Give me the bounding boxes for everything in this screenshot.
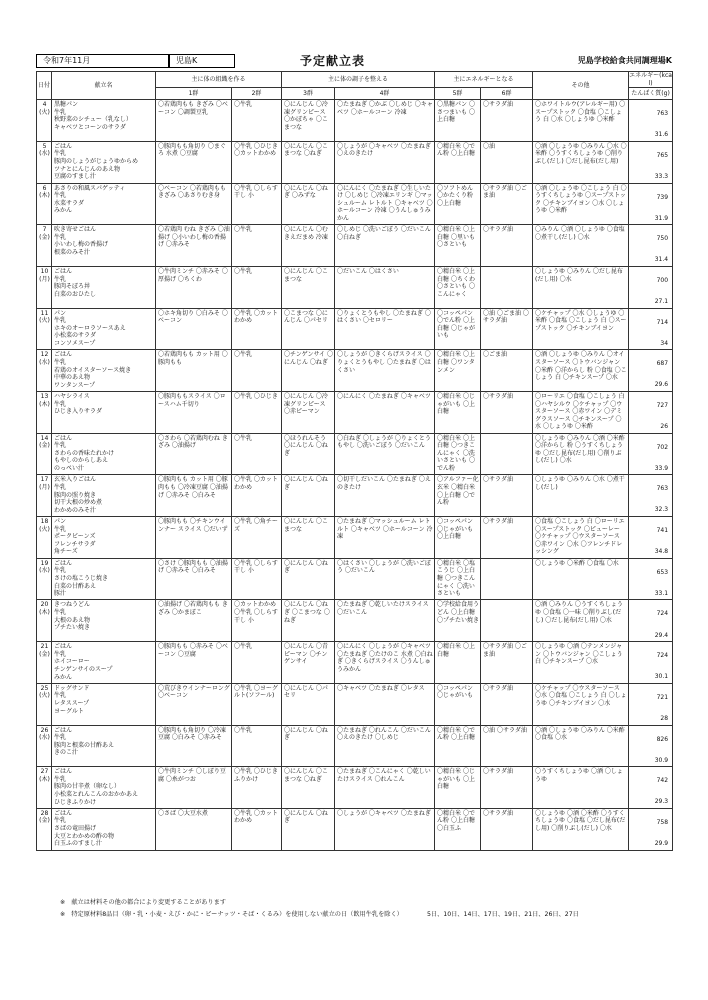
g5-cell: 〇アルファー化玄米 〇精白米 〇上白糖 〇でん粉	[435, 475, 481, 517]
g2-cell: 〇牛乳	[232, 266, 282, 308]
protein-value: 27.1	[654, 298, 669, 306]
nutrition-cell	[629, 308, 673, 350]
g4-cell: 〇にんにく 〇たまねぎ 〇キャベツ	[335, 392, 435, 434]
weekday: (月)	[39, 275, 50, 283]
table-row	[37, 558, 673, 600]
g3-cell: 〇にんじん 〇こまつな 〇ねぎ	[282, 767, 335, 809]
nutrition-cell	[629, 725, 673, 767]
protein-value: 31.4	[654, 256, 669, 264]
day-cell	[37, 183, 52, 225]
weekday: (木)	[39, 775, 50, 783]
day-number: 7	[42, 226, 47, 234]
g3-cell: 〇にんじん 〇ねぎ	[282, 808, 335, 850]
menu-cell: 吹き寄せごはん 牛乳 小いわし梅の香揚げ 根菜のみそ汁	[52, 225, 156, 267]
g4-header: 4群	[335, 88, 435, 100]
weekday: (水)	[39, 567, 50, 575]
note-line-1: ※ 献立は材料その他の都合により変更することがあります	[60, 899, 227, 906]
other-cell: 〇ローリエ 〇食塩 〇こしょう 白 〇ハヤシルウ 〇ケチャップ 〇ウスターソース 〇赤ワイン 〇デミグラスソース 〇チキンスープ 〇水 〇しょうゆ 〇米酢	[533, 392, 629, 434]
kcal-header: エネルギー(kcal)	[629, 72, 672, 87]
g6-cell	[481, 558, 533, 600]
kcal-value: 750	[656, 235, 669, 243]
g4-cell: 〇りょくとうもやし 〇たまねぎ 〇はくさい 〇セロリー	[335, 308, 435, 350]
g1-header: 1群	[156, 88, 232, 100]
g4-cell: 〇たまねぎ 〇かぶ 〇しめじ 〇キャベツ 〇ホールコーン 冷凍	[335, 100, 435, 142]
menu-cell: ごはん 牛乳 さばの竜田揚げ 大豆とわかめの酢の物 白玉ふのすまし汁	[52, 808, 156, 850]
kcal-value: 653	[656, 568, 669, 576]
nutrition-cell	[629, 767, 673, 809]
g2-cell: 〇牛乳	[232, 433, 282, 475]
g3-cell: 〇にんじん 〇ねぎ	[282, 725, 335, 767]
g5-cell: 〇精白米 〇じゃがいも 〇上白糖	[435, 767, 481, 809]
table-row	[37, 433, 673, 475]
g3-cell: 〇こまつな 〇にんじん 〇パセリ	[282, 308, 335, 350]
table-row	[37, 266, 673, 308]
g4-cell: 〇切干しだいこん 〇たまねぎ 〇えのきたけ	[335, 475, 435, 517]
table-row	[37, 308, 673, 350]
g2-cell: 〇牛乳 〇ひじきふりかけ	[232, 767, 282, 809]
g4-cell: 〇にんにく 〇しょうが 〇キャベツ 〇たまねぎ 〇たけのこ 水煮 〇白ねぎ 〇きくらげスライス 〇うんしゅうみかん	[335, 642, 435, 684]
other-cell: 〇みりん 〇酒 〇しょうゆ 〇食塩 〇煮干し(だし) 〇水	[533, 225, 629, 267]
menu-header: 献立名	[52, 72, 156, 100]
kcal-value: 714	[656, 318, 669, 326]
day-cell	[37, 767, 52, 809]
g4-cell: 〇たまねぎ 〇乾しいたけスライス 〇だいこん	[335, 600, 435, 642]
g1-cell: 〇さけ 〇豚肉もも 〇油揚げ 〇赤みそ 〇白みそ	[156, 558, 232, 600]
protein-value: 28	[660, 714, 669, 722]
protein-header: たんぱく質(g)	[629, 88, 673, 100]
day-number: 18	[40, 518, 49, 526]
menu-cell: ごはん 牛乳 若鶏のオイスターソース焼き 中華のあえ物 ワンタンスープ	[52, 350, 156, 392]
g6-cell: 〇サラダ油	[481, 100, 533, 142]
protein-value: 33.9	[654, 464, 669, 472]
notes	[60, 897, 579, 921]
g5-header: 5群	[435, 88, 481, 100]
day-number: 12	[40, 351, 49, 359]
kcal-value: 741	[656, 527, 669, 535]
day-cell	[37, 725, 52, 767]
weekday: (火)	[39, 317, 50, 325]
kcal-value: 739	[656, 193, 669, 201]
protein-value: 30.1	[654, 673, 669, 681]
kcal-value: 826	[656, 735, 669, 743]
g1-cell: 〇ベーコン 〇若鶏肉もも きざみ 〇あさりむき身	[156, 183, 232, 225]
g2-cell: 〇牛乳	[232, 642, 282, 684]
day-cell	[37, 308, 52, 350]
g3-cell: 〇にんじん 〇ねぎ 〇みずな	[282, 183, 335, 225]
g5-cell: 〇コッペパン 〇じゃがいも 〇上白糖	[435, 517, 481, 559]
nutrition-cell	[629, 266, 673, 308]
table-row	[37, 725, 673, 767]
nutrition-cell	[629, 683, 673, 725]
g5-cell: 〇精白米 〇塩こうじ 〇上白糖 〇つきこんにゃく 〇洗いさといも	[435, 558, 481, 600]
kcal-value: 763	[656, 485, 669, 493]
page-title: 予定献立表	[300, 54, 366, 68]
kcal-value: 702	[656, 443, 669, 451]
other-cell: 〇酒 〇しょうゆ 〇こしょう 白 〇うすくちしょうゆ 〇スープストック 〇チキンブイヨン 〇水 〇しょうゆ 〇米酢	[533, 183, 629, 225]
other-cell: 〇ケチャップ 〇水 〇しょうゆ 〇米酢 〇食塩 〇こしょう 白 〇スープストック 〇チキンブイヨン	[533, 308, 629, 350]
g3-cell: 〇にんじん 〇冷凍グリンピース 〇赤ピーマン	[282, 392, 335, 434]
menu-cell: ごはん 牛乳 ホイコーロー チンゲンサイのスープ みかん	[52, 642, 156, 684]
protein-value: 29.3	[654, 798, 669, 806]
protein-value: 29.6	[654, 381, 669, 389]
day-cell	[37, 642, 52, 684]
nutrition-cell	[629, 475, 673, 517]
protein-value: 26	[660, 423, 669, 431]
day-number: 14	[40, 434, 49, 442]
menu-cell: 黒糖パン 牛乳 秋野菜のシチュー（乳なし） キャベツとコーンのサラダ	[52, 100, 156, 142]
g4-cell: 〇キャベツ 〇たまねぎ 〇レタス	[335, 683, 435, 725]
day-number: 20	[40, 601, 49, 609]
other-cell: 〇しょうゆ 〇みりん 〇だし昆布(だし用) 〇水	[533, 266, 629, 308]
day-cell	[37, 683, 52, 725]
day-number: 10	[40, 267, 49, 275]
g3-cell: 〇にんじん 〇むきえだまめ 冷凍	[282, 225, 335, 267]
g2-cell: 〇牛乳 〇カットわかめ	[232, 475, 282, 517]
kcal-value: 742	[656, 777, 669, 785]
g4-cell: 〇だいこん 〇はくさい	[335, 266, 435, 308]
g6-cell: 〇サラダ油	[481, 475, 533, 517]
other-cell: 〇うすくちしょうゆ 〇酒 〇しょうゆ	[533, 767, 629, 809]
day-number: 17	[40, 476, 49, 484]
table-row	[37, 808, 673, 850]
g6-cell: 〇サラダ油	[481, 517, 533, 559]
protein-value: 29.4	[654, 631, 669, 639]
other-header: その他	[533, 72, 629, 100]
g5-cell: 〇精白米 〇上白糖 〇里いも 〇さといも	[435, 225, 481, 267]
nutrition-cell	[629, 433, 673, 475]
g5-cell: 〇精白米 〇上白糖 〇つきこんにゃく 〇洗いさといも 〇でん粉	[435, 433, 481, 475]
weekday: (金)	[39, 442, 50, 450]
g4-cell: 〇白ねぎ 〇しょうが 〇りょくとうもやし 〇洗いごぼう 〇だいこん	[335, 433, 435, 475]
g2-cell: 〇牛乳 〇ひじき 〇カットわかめ	[232, 141, 282, 183]
kcal-value: 727	[656, 402, 669, 409]
g5-cell: 〇精白米 〇でん粉 〇上白糖	[435, 141, 481, 183]
g6-cell: 〇ごま油	[481, 350, 533, 392]
g1-cell: 〇豚肉もも カット用 〇豚肉もも 〇冷凍豆腐 〇油揚げ 〇赤みそ 〇白みそ	[156, 475, 232, 517]
g1-cell: 〇さわら 〇若鶏肉むね きざみ 〇油揚げ	[156, 433, 232, 475]
other-cell: 〇しょうゆ 〇酒 〇米酢 〇うすくちしょうゆ 〇食塩 〇だし昆布(だし用) 〇削りぶし(だし) 〇水	[533, 808, 629, 850]
day-number: 13	[40, 393, 49, 400]
g6-cell: 〇サラダ油	[481, 392, 533, 434]
g2-cell: 〇牛乳	[232, 100, 282, 142]
g6-cell: 〇サラダ油 〇ごま油	[481, 183, 533, 225]
g4-cell: 〇しめじ 〇洗いごぼう 〇だいこん 〇白ねぎ	[335, 225, 435, 267]
g1-cell: 〇豚肉もも 〇チキンウインナー スライス 〇だいず	[156, 517, 232, 559]
g1-cell: 〇ホキ角切り 〇白みそ 〇ベーコン	[156, 308, 232, 350]
g1-cell: 〇豚肉ももスライス 〇ロースハム千切り	[156, 392, 232, 434]
kcal-value: 687	[656, 360, 669, 368]
table-row	[37, 141, 673, 183]
nutrition-cell	[629, 183, 673, 225]
weekday: (金)	[39, 650, 50, 658]
protein-value: 34.8	[654, 548, 669, 556]
table-row	[37, 350, 673, 392]
kcal-value: 758	[656, 818, 669, 826]
g4-cell: 〇にんにく 〇たまねぎ 〇生しいたけ 〇しめじ 〇冷凍エリンギ 〇マッシュルーム レトルト 〇キャベツ 〇ホールコーン 冷凍 〇うんしゅうみかん	[335, 183, 435, 225]
weekday: (金)	[39, 233, 50, 241]
g3-cell: 〇にんじん 〇こまつな	[282, 266, 335, 308]
g1-cell: 〇豚肉もも角切り 〇冷凍豆腐 〇白みそ 〇赤みそ	[156, 725, 232, 767]
g2-cell: 〇牛乳 〇しらす干し 小	[232, 558, 282, 600]
protein-value: 31.6	[654, 131, 669, 139]
menu-table	[36, 71, 673, 851]
g4-cell: 〇はくさい 〇しょうが 〇洗いごぼう 〇だいこん	[335, 558, 435, 600]
protein-value: 33.1	[654, 589, 669, 597]
nutrition-cell	[629, 141, 673, 183]
day-number: 19	[40, 559, 49, 567]
nutrition-cell	[629, 558, 673, 600]
g5-cell: 〇精白米 〇上白糖	[435, 642, 481, 684]
nutrition-cell	[629, 225, 673, 267]
nutrition-cell	[629, 642, 673, 684]
g6-cell: 〇油	[481, 141, 533, 183]
g5-cell: 〇ソフトめん 〇かたくり粉 〇上白糖	[435, 183, 481, 225]
protein-value: 30.9	[654, 756, 669, 764]
g1-cell: 〇油揚げ 〇若鶏肉もも きざみ 〇かまぼこ	[156, 600, 232, 642]
g1-cell: 〇牛肉ミンチ 〇赤みそ 〇厚揚げ 〇ちくわ	[156, 266, 232, 308]
g6-cell: 〇サラダ油 〇ごま油	[481, 642, 533, 684]
note-line-2: ※ 特定原材料8品目（卵・乳・小麦・えび・かに・ピーナッツ・そば・くるみ）を使用しない献立の日（飲用牛乳を除く）	[60, 911, 403, 918]
g5-cell: 〇精白米 〇でん粉 〇上白糖 〇白玉ふ	[435, 808, 481, 850]
g3-cell: 〇にんじん 〇パセリ	[282, 683, 335, 725]
day-number: 6	[42, 184, 47, 192]
nutrition-cell	[629, 808, 673, 850]
g6-cell: 〇サラダ油	[481, 683, 533, 725]
g3-cell: 〇にんじん 〇ねぎ 〇こまつな 〇ねぎ	[282, 600, 335, 642]
day-cell	[37, 475, 52, 517]
day-cell	[37, 350, 52, 392]
table-row	[37, 517, 673, 559]
other-cell: 〇ホワイトルウ(アレルギー用) 〇スープストック 〇食塩 〇こしょう 白 〇水 〇しょうゆ 〇米酢	[533, 100, 629, 142]
table-row	[37, 475, 673, 517]
g6-cell: 〇サラダ油	[481, 808, 533, 850]
weekday: (金)	[39, 817, 50, 825]
g4-cell: 〇たまねぎ 〇こんにゃく 〇乾しいたけスライス 〇れんこん	[335, 767, 435, 809]
weekday: (木)	[39, 192, 50, 200]
g6-cell	[481, 433, 533, 475]
g2-cell: 〇牛乳	[232, 225, 282, 267]
menu-cell: ごはん 牛乳 さけの塩こうじ焼き 白菜の甘酢あえ 豚汁	[52, 558, 156, 600]
g1-cell: 〇若鶏肉もも きざみ 〇ベーコン 〇調製豆乳	[156, 100, 232, 142]
g6-header: 6群	[481, 88, 533, 100]
menu-cell: ごはん 牛乳 豚肉のしょうがじょうゆからめ ツナとにんじんのあえ物 豆腐のすまし汁	[52, 141, 156, 183]
g2-cell: 〇カットわかめ 〇牛乳 〇しらす干し 小	[232, 600, 282, 642]
day-number: 4	[42, 101, 47, 109]
group-b-header: 主に体の調子を整える	[282, 72, 435, 88]
g6-cell	[481, 600, 533, 642]
other-cell: 〇酒 〇しょうゆ 〇みりん 〇オイスターソース 〇トウバンジャン 〇米酢 〇洋からし 粉 〇食塩 〇こしょう 白 〇チキンスープ 〇水	[533, 350, 629, 392]
group-c-header: 主にエネルギーとなる	[435, 72, 533, 88]
protein-value: 33.3	[654, 172, 669, 180]
g1-cell: 〇荒びきウインナーロング 〇ベーコン	[156, 683, 232, 725]
day-number: 21	[40, 643, 49, 651]
menu-cell: ドッグサンド 牛乳 レタススープ ヨーグルト	[52, 683, 156, 725]
protein-value: 34	[660, 339, 669, 347]
table-row	[37, 392, 673, 434]
weekday: (水)	[39, 734, 50, 742]
kcal-value: 721	[656, 693, 669, 701]
nutrition-cell	[629, 350, 673, 392]
day-number: 5	[42, 142, 47, 150]
other-cell: 〇酒 〇しょうゆ 〇みりん 〇水 〇米酢 〇うすくちしょうゆ 〇削りぶし(だし) 〇だし昆布(だし用)	[533, 141, 629, 183]
other-cell: 〇しょうゆ 〇みりん 〇水 〇煮干し(だし)	[533, 475, 629, 517]
day-cell	[37, 141, 52, 183]
g2-header: 2群	[232, 88, 282, 100]
day-cell	[37, 558, 52, 600]
weekday: (水)	[39, 150, 50, 158]
g3-cell: 〇チンゲンサイ 〇にんじん 〇ねぎ	[282, 350, 335, 392]
g1-cell: 〇若鶏肉 むね きざみ 〇油揚げ 〇小いわし梅の香揚げ 〇赤みそ	[156, 225, 232, 267]
menu-cell: ごはん 牛乳 豚肉そぼろ丼 白菜のおひたし	[52, 266, 156, 308]
g5-cell: 〇精白米 〇上白糖 〇ワンタンメン	[435, 350, 481, 392]
g5-cell: 〇精白米 〇上白糖 〇ちくわ 〇さといも 〇こんにゃく	[435, 266, 481, 308]
menu-cell: パン 牛乳 ホキのオーロラソースあえ 小松菜のサラダ コンソメスープ	[52, 308, 156, 350]
other-cell: 〇酒 〇みりん 〇うすくちしょうゆ 〇食塩 〇一味 〇削りぶし(だし) 〇だし昆布(だし用) 〇水	[533, 600, 629, 642]
menu-cell: あさりの和風スパゲッティ 牛乳 水菜サラダ みかん	[52, 183, 156, 225]
nutrition-cell	[629, 600, 673, 642]
g6-cell: 〇サラダ油	[481, 225, 533, 267]
g1-cell: 〇豚肉もも 〇赤みそ 〇ベーコン 〇豆腐	[156, 642, 232, 684]
table-row	[37, 767, 673, 809]
g2-cell: 〇牛乳 〇ひじき	[232, 392, 282, 434]
nutrition-cell	[629, 100, 673, 142]
kcal-value: 763	[656, 110, 669, 118]
g6-cell	[481, 266, 533, 308]
g2-cell: 〇牛乳 〇しらす干し 小	[232, 183, 282, 225]
protein-value: 32.3	[654, 506, 669, 514]
protein-value: 31.9	[654, 214, 669, 222]
protein-value: 29.9	[654, 839, 669, 847]
nutrition-cell	[629, 517, 673, 559]
g1-cell: 〇豚肉もも角切り 〇まぐろ 水煮 〇豆腐	[156, 141, 232, 183]
group-a-header: 主に体の組織を作る	[156, 72, 282, 88]
other-cell: 〇しょうゆ 〇みりん 〇酒 〇米酢 〇洋からし 粉 〇うすくちしょうゆ 〇だし昆布(だし用) 〇削りぶし(だし) 〇水	[533, 433, 629, 475]
table-row	[37, 683, 673, 725]
g3-cell: 〇ほうれんそう 〇にんじん 〇ねぎ	[282, 433, 335, 475]
day-cell	[37, 100, 52, 142]
weekday: (火)	[39, 692, 50, 700]
g2-cell: 〇牛乳 〇角チーズ	[232, 517, 282, 559]
table-row	[37, 600, 673, 642]
allergen-free-days: 5日、10日、14日、17日、19日、21日、26日、27日	[427, 911, 579, 918]
nutrition-cell	[629, 392, 673, 434]
day-cell	[37, 517, 52, 559]
day-number: 25	[40, 684, 49, 692]
menu-cell: 玄米入りごはん 牛乳 豚肉の照り焼き 切干大根の炒め煮 わかめのみそ汁	[52, 475, 156, 517]
menu-cell: ごはん 牛乳 さわらの香味たれかけ もやしのからしあえ のっぺい汁	[52, 433, 156, 475]
g6-cell: 〇油 〇ごま油 〇サラダ油	[481, 308, 533, 350]
other-cell: 〇しょうゆ 〇酒 〇テンメンジャン 〇トウバンジャン 〇こしょう 白 〇チキンスープ 〇水	[533, 642, 629, 684]
weekday: (水)	[39, 358, 50, 366]
table-row	[37, 225, 673, 267]
day-cell	[37, 225, 52, 267]
day-cell	[37, 266, 52, 308]
g4-cell: 〇たまねぎ 〇マッシュルーム レトルト 〇キャベツ 〇ホールコーン 冷凍	[335, 517, 435, 559]
table-row	[37, 100, 673, 142]
table-row	[37, 642, 673, 684]
month-label: 令和7年11月	[36, 54, 169, 68]
kcal-value: 700	[656, 276, 669, 284]
g1-cell: 〇牛肉ミンチ 〇しぼり豆腐 〇糸がつお	[156, 767, 232, 809]
g5-cell: 〇精白米 〇じゃがいも 〇上白糖	[435, 392, 481, 434]
menu-cell: ごはん 牛乳 豚肉と根菜の甘酢あえ きのこ汁	[52, 725, 156, 767]
g4-cell: 〇しょうが 〇きくらげスライス 〇りょくとうもやし 〇たまねぎ 〇はくさい	[335, 350, 435, 392]
g4-cell: 〇しょうが 〇キャベツ 〇たまねぎ	[335, 808, 435, 850]
weekday: (木)	[39, 609, 50, 617]
center-name: 児島学校給食共同調理場K	[577, 56, 672, 65]
g5-cell: 〇黒糖パン 〇さつまいも 〇上白糖	[435, 100, 481, 142]
g3-header: 3群	[282, 88, 335, 100]
weekday: (火)	[39, 525, 50, 533]
page-header	[36, 54, 672, 70]
kcal-value: 724	[656, 652, 669, 660]
g3-cell: 〇にんじん 〇ねぎ	[282, 475, 335, 517]
g5-cell: 〇コッペパン 〇じゃがいも	[435, 683, 481, 725]
g1-cell: 〇さば 〇大豆水煮	[156, 808, 232, 850]
g5-cell: 〇精白米 〇でん粉 〇上白糖	[435, 725, 481, 767]
menu-cell: きつねうどん 牛乳 大根のあえ物 プチたい焼き	[52, 600, 156, 642]
g2-cell: 〇牛乳 〇カットわかめ	[232, 808, 282, 850]
weekday: (月)	[39, 483, 50, 491]
g3-cell: 〇にんじん 〇ねぎ	[282, 558, 335, 600]
day-number: 27	[40, 768, 49, 776]
g6-cell: 〇サラダ油	[481, 767, 533, 809]
weekday: (木)	[39, 400, 50, 408]
other-cell: 〇酒 〇しょうゆ 〇みりん 〇米酢 〇食塩 〇水	[533, 725, 629, 767]
g3-cell: 〇にんじん 〇青ピーマン 〇チンゲンサイ	[282, 642, 335, 684]
g5-cell: 〇学校給食用うどん 〇上白糖 〇プチたい焼き	[435, 600, 481, 642]
g5-cell: 〇コッペパン 〇でん粉 〇上白糖 〇じゃがいも	[435, 308, 481, 350]
g6-cell: 〇油 〇サラダ油	[481, 725, 533, 767]
day-header: 日付	[37, 72, 52, 100]
g1-cell: 〇若鶏肉もも カット用 〇豚肉もも	[156, 350, 232, 392]
day-number: 11	[40, 309, 49, 317]
day-cell	[37, 433, 52, 475]
g2-cell: 〇牛乳	[232, 725, 282, 767]
g3-cell: 〇にんじん 〇こまつな 〇ねぎ	[282, 141, 335, 183]
g2-cell: 〇牛乳 〇ヨーグルト(ソフール)	[232, 683, 282, 725]
table-row	[37, 183, 673, 225]
menu-cell: ごはん 牛乳 豚肉の甘辛煮（卵なし） 小松菜とれんこんのおかかあえ ひじきふりかけ	[52, 767, 156, 809]
g4-cell: 〇しょうが 〇キャベツ 〇たまねぎ 〇えのきたけ	[335, 141, 435, 183]
other-cell: 〇食塩 〇こしょう 白 〇ローリエ 〇スープストック 〇ピューレー 〇ケチャップ 〇ウスターソース 〇赤ワイン 〇水 〇フレンチドレッシング	[533, 517, 629, 559]
weekday: (火)	[39, 108, 50, 116]
g2-cell: 〇牛乳 〇カットわかめ	[232, 308, 282, 350]
kcal-value: 765	[656, 151, 669, 159]
g2-cell: 〇牛乳	[232, 350, 282, 392]
menu-cell: パン 牛乳 ポークビーンズ フレンチサラダ 角チーズ	[52, 517, 156, 559]
kcal-value: 724	[656, 610, 669, 618]
other-cell: 〇しょうゆ 〇米酢 〇食塩 〇水	[533, 558, 629, 600]
other-cell: 〇ケチャップ 〇ウスターソース 〇水 〇食塩 〇こしょう 白 〇しょうゆ 〇チキンブイヨン 〇水	[533, 683, 629, 725]
menu-cell: ハヤシライス 牛乳 ひじき入りサラダ	[52, 392, 156, 434]
day-cell	[37, 600, 52, 642]
day-cell	[37, 392, 52, 434]
g3-cell: 〇にんじん 〇こまつな	[282, 517, 335, 559]
g3-cell: 〇にんじん 〇冷凍グリンピース 〇かぼちゃ 〇こまつな	[282, 100, 335, 142]
day-number: 28	[40, 809, 49, 817]
day-number: 26	[40, 726, 49, 734]
day-cell	[37, 808, 52, 850]
school-label: 児島K	[169, 54, 235, 68]
g4-cell: 〇たまねぎ 〇れんこん 〇だいこん 〇えのきたけ 〇しめじ	[335, 725, 435, 767]
